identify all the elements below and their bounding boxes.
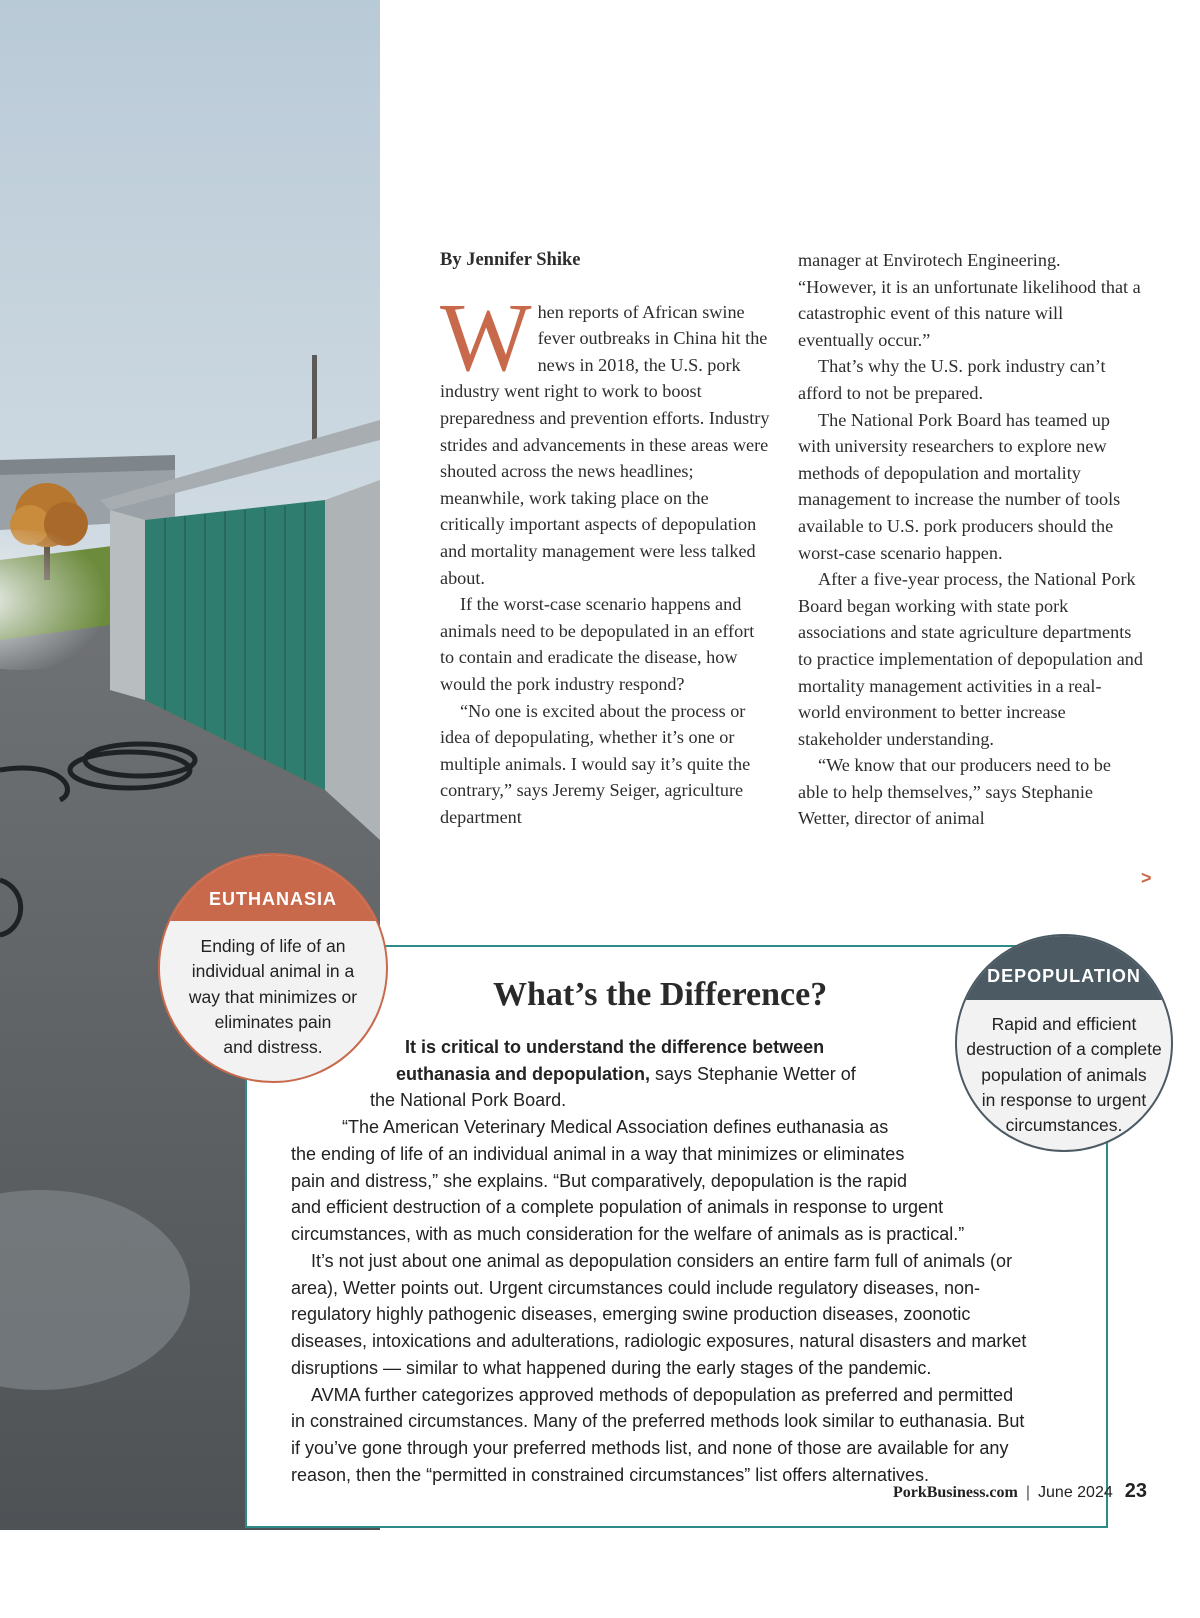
euthanasia-definition: Ending of life of an individual animal in a way that minimizes or eliminates pain and distress. — [188, 936, 358, 1058]
sidebar-title: What’s the Difference? — [493, 976, 828, 1013]
footer-site: PorkBusiness.com — [892, 1484, 1018, 1501]
sidebar-line: pain and distress,” she explains. “But comparatively, depopulation is the rapid — [291, 1171, 908, 1191]
page-number: 23 — [1124, 1480, 1147, 1502]
drop-cap: W — [440, 283, 532, 391]
depopulation-definition-circle — [955, 934, 1173, 1152]
sidebar-line: area), Wetter points out. Urgent circumstances could include regulatory diseases, non- — [291, 1278, 981, 1298]
sidebar-line: reason, then the “permitted in constrained circumstances” list offers alternatives. — [291, 1465, 929, 1485]
article-paragraph: After a five-year process, the National Pork Board began working with state pork associations and state agriculture departments to practice implementation of depopulation and mortality management activities in a real-world environment to better increase stakeholder understanding. — [798, 569, 1143, 749]
footer-separator: | — [1025, 1484, 1031, 1501]
footer-date: June 2024 — [1038, 1484, 1113, 1501]
sidebar-line: “The American Veterinary Medical Association defines euthanasia as — [342, 1117, 889, 1137]
article-column-right — [798, 247, 1143, 832]
euthanasia-heading: EUTHANASIA — [160, 855, 386, 921]
article-column-left — [440, 247, 770, 830]
article-paragraph: “No one is excited about the process or idea of depopulating, whether it’s one or multiple animals. I would say it’s quite the contrary,” says Jeremy Seiger, agriculture department — [440, 700, 751, 827]
sidebar-lead-line: It is critical to understand the difference between — [405, 1037, 825, 1057]
sidebar-line: if you’ve gone through your preferred methods list, and none of those are available for any — [291, 1438, 1009, 1458]
sidebar-line: disruptions — similar to what happened during the early stages of the pandemic. — [291, 1358, 932, 1378]
article-paragraph: “We know that our producers need to be able to help themselves,” says Stephanie Wetter, director of animal — [798, 755, 1111, 829]
depopulation-heading: DEPOPULATION — [957, 936, 1171, 1000]
article-paragraph: That’s why the U.S. pork industry can’t afford to not be prepared. — [798, 356, 1106, 403]
page-footer — [893, 1480, 1147, 1503]
euthanasia-definition-circle — [158, 853, 388, 1083]
sidebar-line: the National Pork Board. — [370, 1090, 567, 1110]
article-paragraph: The National Pork Board has teamed up with university researchers to explore new methods of depopulation and mortality management to increase the number of tools available to U.S. pork producers should the worst-case scenario happen. — [798, 409, 1121, 563]
byline: By Jennifer Shike — [440, 250, 581, 270]
sidebar-line: in constrained circumstances. Many of the preferred methods look similar to euthanasia. But — [291, 1411, 1025, 1431]
sidebar-lead-line: euthanasia and depopulation, says Stephanie Wetter of — [396, 1064, 856, 1084]
sidebar-line: circumstances, with as much consideration for the welfare of animals as is practical.” — [291, 1224, 965, 1244]
sidebar-line: the ending of life of an individual animal in a way that minimizes or eliminates — [291, 1144, 905, 1164]
sidebar-line: AVMA further categorizes approved methods of depopulation as preferred and permitted — [311, 1385, 1014, 1405]
article-paragraph: When reports of African swine fever outbreaks in China hit the news in 2018, the U.S. pork industry went right to work to boost preparedness and prevention efforts. Industry strides and advancements in these areas were shouted across the news headlines; meanwhile, work taking place on the critically important aspects of depopulation and mortality management were less talked about. — [440, 283, 770, 588]
sidebar-line: diseases, intoxications and adulterations, radiologic exposures, natural disasters and market — [291, 1331, 1027, 1351]
sidebar-line: It’s not just about one animal as depopulation considers an entire farm full of animals (or — [311, 1251, 1013, 1271]
sidebar-line: regulatory highly pathogenic diseases, emerging swine production diseases, zoonotic — [291, 1304, 971, 1324]
depopulation-definition: Rapid and efficient destruction of a complete population of animals in response to urgent circumstances. — [966, 1014, 1162, 1136]
continue-arrow-icon: > — [1141, 868, 1152, 888]
sidebar-line: and efficient destruction of a complete population of animals in response to urgent — [291, 1197, 944, 1217]
article-paragraph: If the worst-case scenario happens and animals need to be depopulated in an effort to contain and eradicate the disease, how would the pork industry respond? — [440, 594, 755, 694]
article-paragraph: manager at Envirotech Engineering. “However, it is an unfortunate likelihood that a catastrophic event of this nature will eventually occur.” — [798, 250, 1141, 350]
